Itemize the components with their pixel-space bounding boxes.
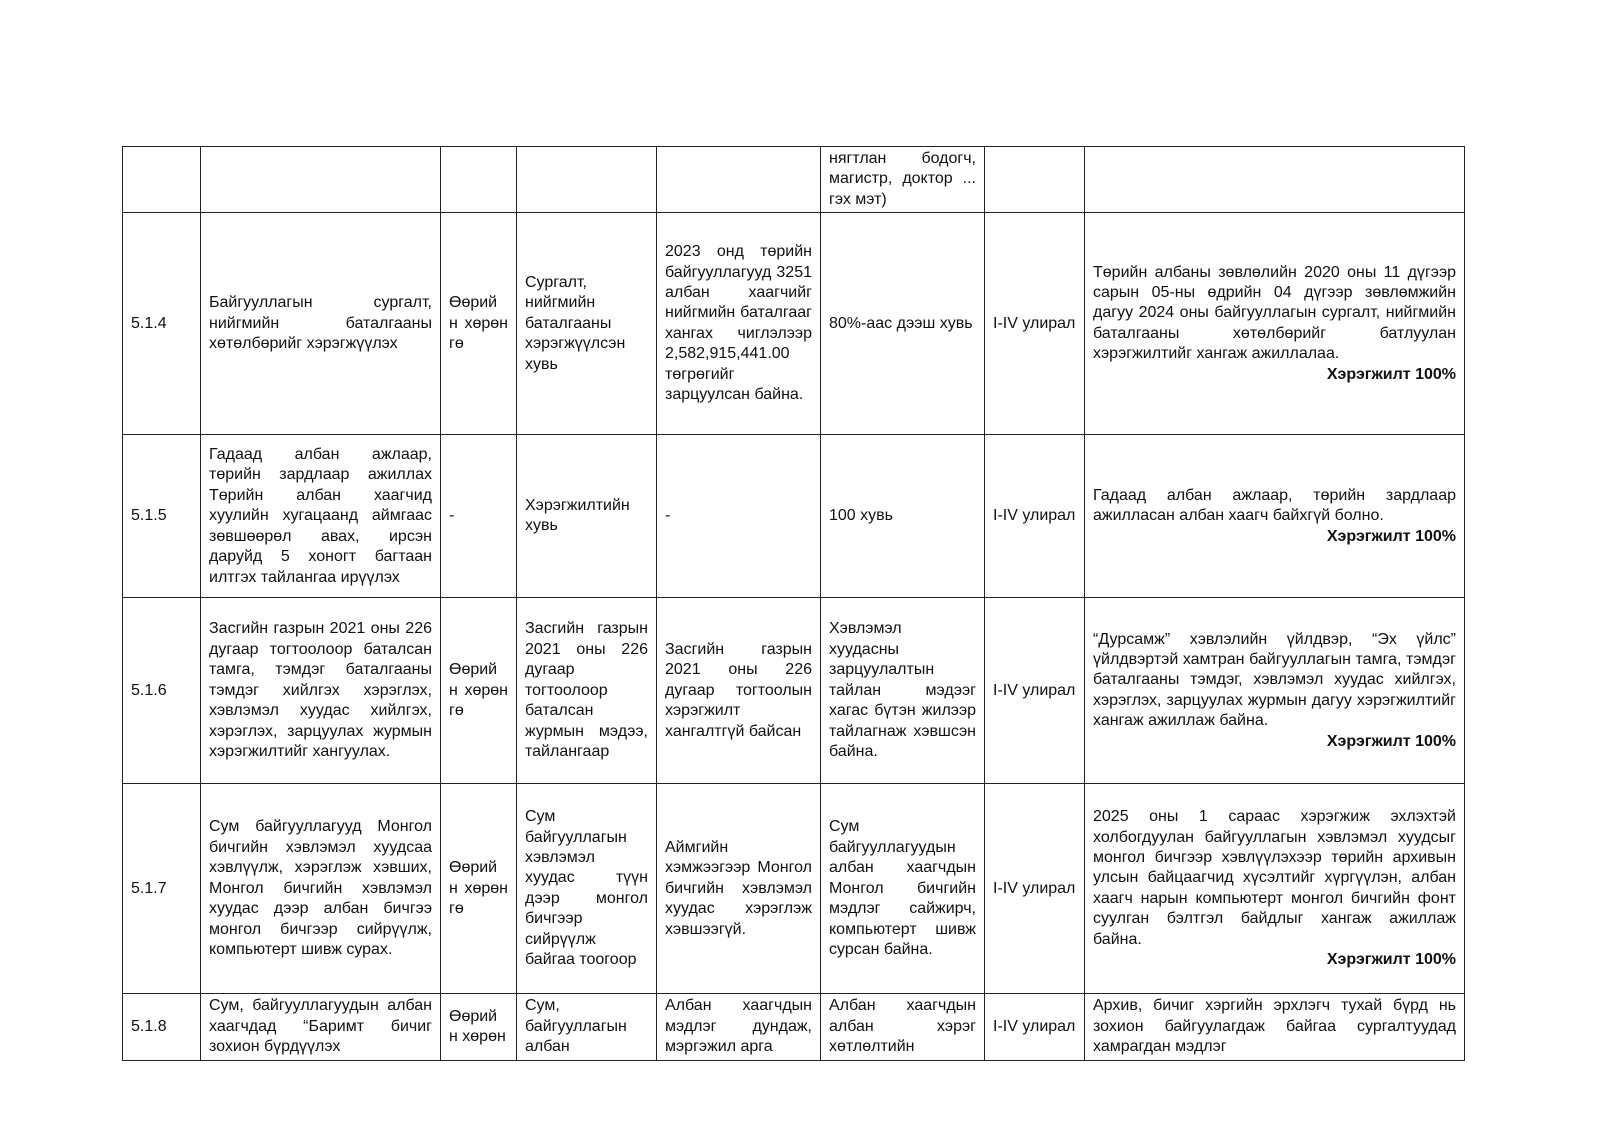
status-text: “Дурсамж” хэвлэлийн үйлдвэр, “Эх үйлс” үйлдвэртэй хамтран байгууллагын тамга, тэмдэг баталгааны тэмдэг, хэвлэмэл хуудас хийлгэх, хэрэглэх, зарцуулах журмын дагуу хэрэгжилтийг хангаж ажиллаж байна. xyxy=(1093,630,1456,730)
row-period: I-IV улирал xyxy=(985,994,1085,1060)
verdict-label: Хэрэгжилт 100% xyxy=(1326,951,1456,969)
row-baseline: 2023 онд төрийн байгууллагууд 3251 албан хаагчийг нийгмийн баталгааг хангах чиглэлээр 2,582,915,441.00 төгрөгийг зарцуулсан байна. xyxy=(657,213,821,435)
row-status xyxy=(1085,435,1465,598)
table-row xyxy=(123,213,1465,435)
row-indicator: Засгийн газрын 2021 оны 226 дугаар тогтоолоор баталсан журмын мэдээ, тайлангаар xyxy=(517,598,657,784)
row-target: Албан хаагчдын албан хэрэг хөтлөлтийн xyxy=(821,994,985,1060)
row-target: Хэвлэмэл хуудасны зарцуулалтын тайлан мэдээг хагас бүтэн жилээр тайлагнаж хэвшсэн байна. xyxy=(821,598,985,784)
table-row xyxy=(123,784,1465,994)
row-id: 5.1.4 xyxy=(123,213,201,435)
row-period: I-IV улирал xyxy=(985,598,1085,784)
status-text: Төрийн албаны зөвлөлийн 2020 оны 11 дүгээр сарын 05-ны өдрийн 04 дүгээр зөвлөмжийн дагуу 2024 оны байгууллагын сургалт, нийгмийн баталгааны хөтөлбөрийг батлуулан хэрэгжилтийг хангаж ажиллалаа. xyxy=(1093,263,1456,363)
row-task: Сум, байгууллагуудын албан хаагчдад “Баримт бичиг зохион бүрдүүлэх xyxy=(201,994,441,1060)
row-responsible: Өөрий н хөрөн гө xyxy=(441,784,517,994)
row-responsible: - xyxy=(441,435,517,598)
row-indicator: Сум, байгууллагын албан xyxy=(517,994,657,1060)
row-period: I-IV улирал xyxy=(985,213,1085,435)
table-row xyxy=(123,435,1465,598)
verdict-label: Хэрэгжилт 100% xyxy=(1326,365,1456,383)
row-baseline: Албан хаагчдын мэдлэг дундаж, мэргэжил арга xyxy=(657,994,821,1060)
row-id: 5.1.8 xyxy=(123,994,201,1060)
row-target: 100 хувь xyxy=(821,435,985,598)
plan-report-table xyxy=(122,146,1465,1061)
row-baseline: Аймгийн хэмжээгээр Монгол бичгийн хэвлэмэл хуудас хэрэглэж хэвшээгүй. xyxy=(657,784,821,994)
row-status xyxy=(1085,213,1465,435)
row-status xyxy=(1085,784,1465,994)
row-indicator: Сургалт, нийгмийн баталгааны хэрэгжүүлсэн хувь xyxy=(517,213,657,435)
row-period: I-IV улирал xyxy=(985,784,1085,994)
row-responsible xyxy=(441,147,517,213)
status-text: 2025 оны 1 сараас хэрэгжиж эхлэхтэй холбогдуулан байгууллагын хэвлэмэл хуудсыг монгол бичгээр хэвлүүлэхээр төрийн архивын улсын байцаагчид хүсэлтийг хүргүүлэн, албан хаагч нарын компьютерт монгол бичгийн фонт суулган бэлтгэл байдлыг хангаж ажиллаж байна. xyxy=(1093,808,1456,948)
verdict-label: Хэрэгжилт 100% xyxy=(1326,527,1456,545)
row-target: Сум байгууллагуудын албан хаагчдын Монгол бичгийн мэдлэг сайжирч, компьютерт шивж сурсан байна. xyxy=(821,784,985,994)
table-row xyxy=(123,598,1465,784)
row-task: Сум байгууллагууд Монгол бичгийн хэвлэмэл хуудсаа хэвлүүлж, хэрэглэж хэвших, Монгол бичгийн хэвлэмэл хуудас дээр албан бичгээ монгол бичгээр сийрүүлж, компьютерт шивж сурах. xyxy=(201,784,441,994)
table-row xyxy=(123,147,1465,213)
row-responsible: Өөрий н хөрөн гө xyxy=(441,213,517,435)
row-task: Байгууллагын сургалт, нийгмийн баталгааны хөтөлбөрийг хэрэгжүүлэх xyxy=(201,213,441,435)
row-period xyxy=(985,147,1085,213)
table-row xyxy=(123,994,1465,1060)
row-status xyxy=(1085,598,1465,784)
row-baseline: Засгийн газрын 2021 оны 226 дугаар тогтоолын хэрэгжилт хангалтгүй байсан xyxy=(657,598,821,784)
row-status xyxy=(1085,994,1465,1060)
status-text: Гадаад албан ажлаар, төрийн зардлаар ажилласан албан хаагч байхгүй болно. xyxy=(1093,486,1456,525)
row-id xyxy=(123,147,201,213)
row-responsible: Өөрий н хөрөн гө xyxy=(441,598,517,784)
row-task: Засгийн газрын 2021 оны 226 дугаар тогтоолоор баталсан тамга, тэмдэг баталгааны тэмдэг хийлгэх хэрэглэх, хэвлэмэл хуудас хийлгэх, хэрэглэх, зарцуулах журмын хэрэгжилтийг хангуулах. xyxy=(201,598,441,784)
row-indicator: Хэрэгжилтийн хувь xyxy=(517,435,657,598)
row-target: нягтлан бодогч, магистр, доктор ... гэх мэт) xyxy=(821,147,985,213)
row-target: 80%-аас дээш хувь xyxy=(821,213,985,435)
row-task xyxy=(201,147,441,213)
row-indicator xyxy=(517,147,657,213)
row-baseline xyxy=(657,147,821,213)
row-baseline: - xyxy=(657,435,821,598)
row-indicator: Сум байгууллагын хэвлэмэл хуудас түүн дээр монгол бичгээр сийрүүлж байгаа тоогоор xyxy=(517,784,657,994)
row-status xyxy=(1085,147,1465,213)
row-id: 5.1.5 xyxy=(123,435,201,598)
status-text: Архив, бичиг хэргийн эрхлэгч тухай бүрд нь зохион байгуулагдаж байгаа сургалтуудад хамрагдан мэдлэг xyxy=(1093,997,1456,1056)
row-responsible: Өөрий н хөрөн xyxy=(441,994,517,1060)
verdict-label: Хэрэгжилт 100% xyxy=(1326,732,1456,750)
row-id: 5.1.6 xyxy=(123,598,201,784)
row-task: Гадаад албан ажлаар, төрийн зардлаар ажиллах Төрийн албан хаагчид хуулийн хугацаанд аймгаас зөвшөөрөл авах, ирсэн даруйд 5 хоногт багтаан илтгэх тайлангаа ирүүлэх xyxy=(201,435,441,598)
row-period: I-IV улирал xyxy=(985,435,1085,598)
row-id: 5.1.7 xyxy=(123,784,201,994)
